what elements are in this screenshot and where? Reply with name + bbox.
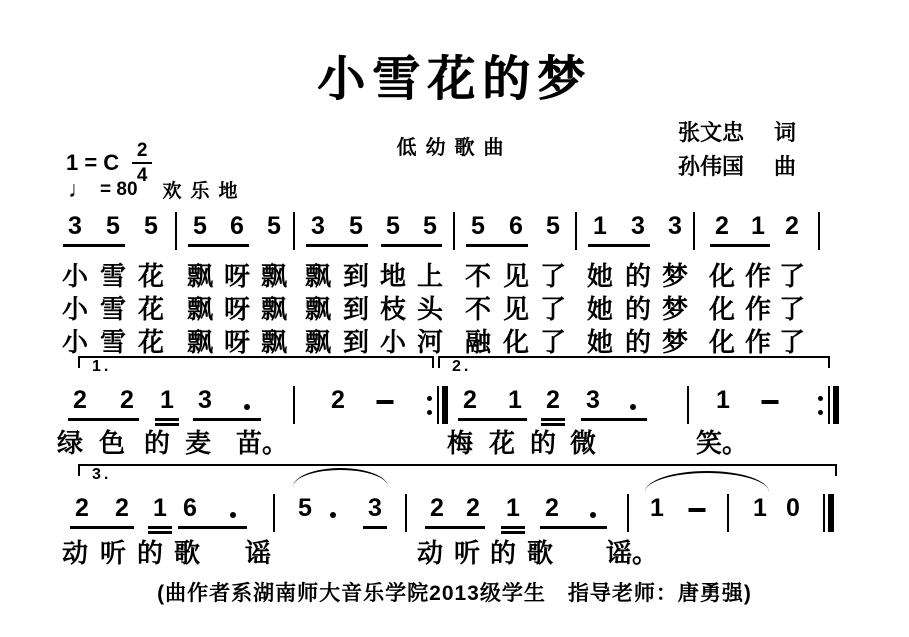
lyric-char: 飘 [186, 327, 214, 357]
beam-underline [155, 418, 179, 421]
augmentation-dot [330, 512, 336, 518]
lyric-char: 飘 [304, 261, 332, 291]
beam-underline [425, 526, 485, 529]
lyric-char: 的 [624, 294, 652, 324]
jianpu-note: 3 [311, 212, 325, 240]
jianpu-note: 1 [153, 494, 167, 522]
jianpu-note: 2 [715, 212, 729, 240]
jianpu-note: 5 [349, 212, 363, 240]
beam-underline [381, 244, 442, 247]
jianpu-note: 1 [508, 386, 522, 414]
jianpu-note: 5 [298, 494, 312, 522]
lyric-char: 飘 [186, 294, 214, 324]
repeat-barline [818, 386, 839, 424]
lyric-char: 了 [539, 261, 567, 291]
beam-underline [70, 526, 134, 529]
final-barline [823, 494, 834, 532]
composer-role: 曲 [774, 154, 797, 179]
lyric-char: 听 [99, 538, 127, 568]
lyric-char: 飘 [186, 261, 214, 291]
thick-barline [833, 386, 839, 424]
thick-barline [828, 494, 834, 532]
jianpu-note: 1 [593, 212, 607, 240]
lyric-char: 小 [61, 327, 89, 357]
barline [293, 212, 295, 250]
duration-dash [762, 400, 779, 404]
jianpu-note: 2 [463, 386, 477, 414]
lyric-char: 花 [137, 327, 165, 357]
repeat-dots [818, 396, 823, 415]
lyric-char: 麦 [184, 428, 212, 458]
lyric-char: 微 [569, 428, 597, 458]
lyric-char: 化 [708, 261, 736, 291]
jianpu-note: 5 [106, 212, 120, 240]
barline [405, 494, 407, 532]
jianpu-note: 3 [668, 212, 682, 240]
beam-underline [710, 244, 770, 247]
jianpu-note: 5 [546, 212, 560, 240]
quarter-note-icon: ♩ [68, 176, 91, 202]
jianpu-note: 2 [75, 494, 89, 522]
volta-number: 2. [452, 358, 472, 375]
lyric-char: 雪 [99, 327, 127, 357]
fraction-bar [132, 162, 152, 164]
jianpu-note: 1 [716, 386, 730, 414]
lyric-char: 河 [416, 327, 444, 357]
beam-underline [63, 244, 125, 247]
beam-underline [501, 526, 525, 529]
jianpu-note: 6 [230, 212, 244, 240]
lyricist-role: 词 [774, 120, 797, 145]
barline [818, 212, 820, 250]
lyric-char: 苗。 [235, 428, 289, 458]
lyric-char: 她 [586, 294, 614, 324]
barline [293, 386, 295, 424]
lyric-char: 上 [416, 261, 444, 291]
lyric-char: 头 [416, 294, 444, 324]
lyric-char: 到 [342, 261, 370, 291]
jianpu-note: 5 [471, 212, 485, 240]
lyric-char: 花 [137, 294, 165, 324]
key-label: 1 = C [66, 150, 120, 175]
augmentation-dot [244, 404, 250, 410]
augmentation-dot [590, 512, 596, 518]
lyric-char: 不 [464, 294, 492, 324]
lyric-char: 作 [744, 327, 772, 357]
lyric-char: 呀 [223, 294, 251, 324]
repeat-barline [427, 386, 448, 424]
jianpu-note: 3 [198, 386, 212, 414]
lyric-char: 作 [744, 261, 772, 291]
jianpu-note: 2 [331, 386, 345, 414]
barline [627, 494, 629, 532]
lyric-char: 飘 [260, 294, 288, 324]
lyric-char: 色 [98, 428, 126, 458]
lyric-char: 梦 [661, 261, 689, 291]
lyric-char: 小 [379, 327, 407, 357]
duration-dash [689, 508, 706, 512]
song-title: 小雪花的梦 [316, 53, 593, 106]
jianpu-note: 3 [368, 494, 382, 522]
lyric-char: 谣。 [605, 538, 659, 568]
thin-barline [823, 494, 825, 532]
beam-underline [458, 418, 527, 421]
jianpu-note: 2 [120, 386, 134, 414]
jianpu-note: 6 [509, 212, 523, 240]
thin-barline [828, 386, 830, 424]
lyric-char: 动 [416, 538, 444, 568]
lyric-char: 到 [342, 294, 370, 324]
time-signature-denominator: 4 [136, 165, 148, 186]
lyric-char: 的 [143, 428, 171, 458]
lyric-char: 动 [61, 538, 89, 568]
barline [727, 494, 729, 532]
beam-underline [540, 526, 607, 529]
jianpu-note: 2 [73, 386, 87, 414]
jianpu-note: 5 [386, 212, 400, 240]
beam-underline [178, 526, 247, 529]
barline [453, 212, 455, 250]
lyric-char: 的 [489, 538, 517, 568]
beam-underline [306, 244, 368, 247]
lyric-char: 飘 [304, 327, 332, 357]
lyric-char: 的 [529, 428, 557, 458]
beam-underline [541, 418, 565, 421]
lyric-char: 歌 [526, 538, 554, 568]
jianpu-note: 3 [586, 386, 600, 414]
jianpu-note: 5 [144, 212, 158, 240]
thin-barline [437, 386, 439, 424]
lyric-char: 不 [464, 261, 492, 291]
jianpu-note: 2 [466, 494, 480, 522]
beam-underline [541, 423, 565, 426]
beam-underline [188, 244, 249, 247]
lyric-char: 的 [624, 327, 652, 357]
jianpu-note: 2 [546, 386, 560, 414]
jianpu-note: 2 [545, 494, 559, 522]
lyric-char: 小 [61, 261, 89, 291]
lyric-char: 见 [502, 261, 530, 291]
volta-bracket [78, 356, 434, 375]
tempo-marking [68, 176, 247, 203]
jianpu-note: 1 [506, 494, 520, 522]
lyric-char: 飘 [260, 327, 288, 357]
beam-underline [193, 418, 261, 421]
time-signature-numerator: 2 [136, 140, 148, 161]
jianpu-note: 1 [650, 494, 664, 522]
beam-underline [148, 531, 172, 534]
lyric-char: 小 [61, 294, 89, 324]
beam-underline [588, 244, 650, 247]
jianpu-note: 1 [753, 494, 767, 522]
tempo-value: = 80 [100, 178, 138, 200]
lyric-char: 了 [778, 294, 806, 324]
beam-underline [148, 526, 172, 529]
lyric-char: 到 [342, 327, 370, 357]
expression-marking: 欢乐地 [162, 181, 247, 202]
lyric-char: 了 [778, 261, 806, 291]
song-genre: 低幼歌曲 [396, 137, 513, 159]
augmentation-dot [230, 512, 236, 518]
lyric-char: 了 [539, 294, 567, 324]
jianpu-note: 2 [115, 494, 129, 522]
lyric-char: 花 [137, 261, 165, 291]
lyric-char: 化 [502, 327, 530, 357]
repeat-dots [427, 396, 432, 415]
lyricist-name: 张文忠 [678, 120, 745, 145]
barline [575, 212, 577, 250]
barline [693, 212, 695, 250]
beam-underline [363, 526, 387, 529]
lyric-char: 谣 [244, 538, 272, 568]
lyric-char: 花 [488, 428, 516, 458]
lyric-char: 地 [379, 261, 407, 291]
beam-underline [68, 418, 139, 421]
jianpu-note: 2 [430, 494, 444, 522]
beam-underline [501, 531, 525, 534]
jianpu-note: 3 [631, 212, 645, 240]
lyric-char: 梅 [446, 428, 474, 458]
lyric-char: 的 [624, 261, 652, 291]
lyric-char: 飘 [260, 261, 288, 291]
volta-number: 3. [92, 466, 112, 483]
beam-underline [155, 423, 179, 426]
jianpu-note: 5 [423, 212, 437, 240]
lyric-char: 雪 [99, 261, 127, 291]
augmentation-dot [630, 404, 636, 410]
barline [687, 386, 689, 424]
jianpu-note: 2 [785, 212, 799, 240]
composer-name: 孙伟国 [678, 154, 745, 179]
lyric-char: 了 [539, 327, 567, 357]
lyric-char: 融 [464, 327, 492, 357]
lyric-char: 了 [778, 327, 806, 357]
lyricist-credit [678, 116, 796, 147]
barline [175, 212, 177, 250]
thick-barline [442, 386, 448, 424]
jianpu-note: 1 [160, 386, 174, 414]
lyric-char: 见 [502, 294, 530, 324]
jianpu-note: 5 [193, 212, 207, 240]
lyric-char: 的 [136, 538, 164, 568]
lyric-char: 听 [453, 538, 481, 568]
lyric-char: 枝 [379, 294, 407, 324]
lyric-char: 她 [586, 327, 614, 357]
lyric-char: 呀 [223, 327, 251, 357]
lyric-char: 绿 [56, 428, 84, 458]
lyric-char: 化 [708, 327, 736, 357]
lyric-char: 歌 [173, 538, 201, 568]
lyric-char: 雪 [99, 294, 127, 324]
lyric-char: 飘 [304, 294, 332, 324]
jianpu-note: 6 [183, 494, 197, 522]
jianpu-note: 1 [751, 212, 765, 240]
lyric-char: 作 [744, 294, 772, 324]
lyric-char: 笑。 [695, 428, 749, 458]
author-note: (曲作者系湖南师大音乐学院2013级学生 指导老师：唐勇强) [157, 582, 752, 605]
duration-dash [377, 400, 394, 404]
volta-number: 1. [92, 358, 112, 375]
lyric-char: 呀 [223, 261, 251, 291]
lyric-char: 化 [708, 294, 736, 324]
composer-credit [678, 150, 796, 181]
beam-underline [466, 244, 528, 247]
lyric-char: 梦 [661, 327, 689, 357]
lyric-char: 梦 [661, 294, 689, 324]
lyric-char: 她 [586, 261, 614, 291]
jianpu-note: 5 [267, 212, 281, 240]
beam-underline [581, 418, 647, 421]
volta-bracket [438, 356, 830, 375]
barline [273, 494, 275, 532]
jianpu-rest: 0 [786, 494, 800, 522]
jianpu-note: 3 [68, 212, 82, 240]
